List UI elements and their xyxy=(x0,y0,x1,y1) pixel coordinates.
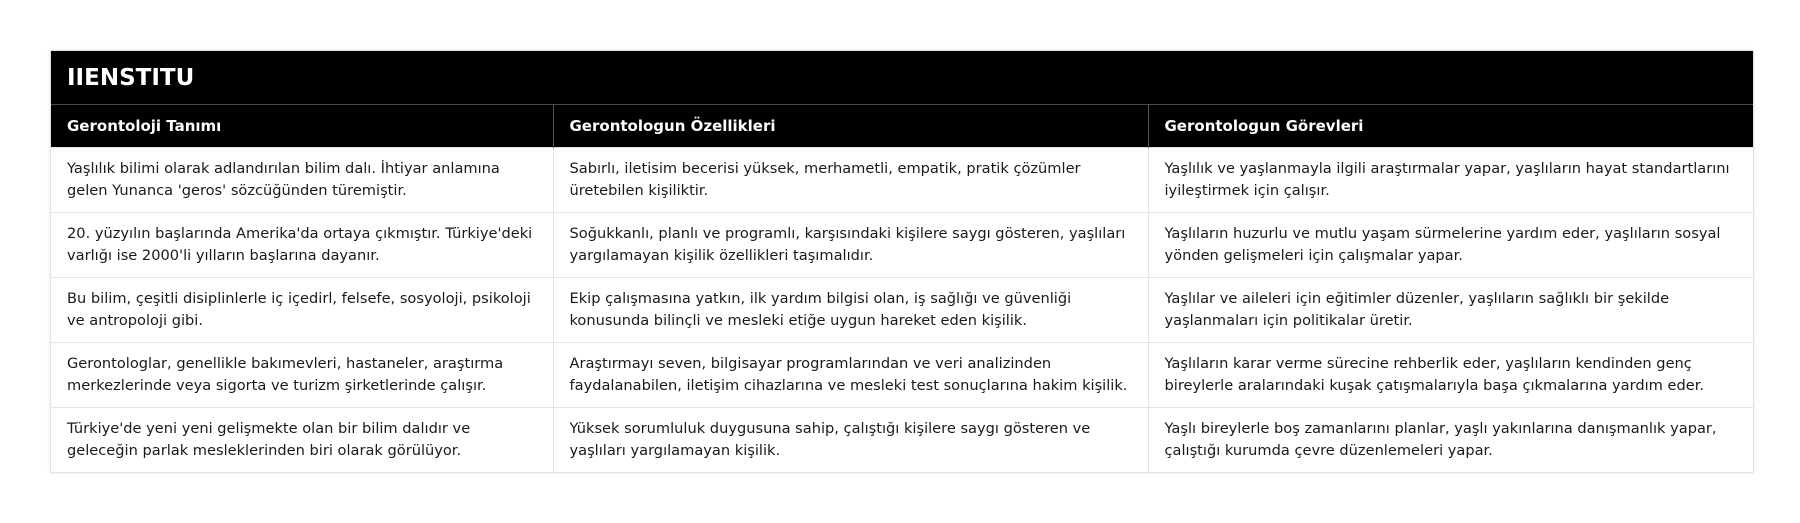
table-cell: Türkiye'de yeni yeni gelişmekte olan bir bilim dalıdır ve geleceğin parlak mesleklerinden biri olarak görülüyor. xyxy=(51,407,553,472)
table-cell: Gerontologlar, genellikle bakımevleri, hastaneler, araştırma merkezlerinde veya sigorta ve turizm şirketlerinde çalışır. xyxy=(51,342,553,407)
table-row xyxy=(51,407,1753,472)
table-cell: Yaşlılık bilimi olarak adlandırılan bilim dalı. İhtiyar anlamına gelen Yunanca 'geros' sözcüğünden türemiştir. xyxy=(51,147,553,212)
column-header: Gerontologun Görevleri xyxy=(1148,105,1753,147)
table-cell: Yüksek sorumluluk duygusuna sahip, çalıştığı kişilere saygı gösteren ve yaşlıları yargılamayan kişilik. xyxy=(553,407,1148,472)
info-table-card xyxy=(50,50,1754,473)
table-cell: Yaşlıların huzurlu ve mutlu yaşam sürmelerine yardım eder, yaşlıların sosyal yönden gelişmeleri için çalışmalar yapar. xyxy=(1148,212,1753,277)
table-cell: Bu bilim, çeşitli disiplinlerle iç içedirl, felsefe, sosyoloji, psikoloji ve antropoloji gibi. xyxy=(51,277,553,342)
column-header: Gerontologun Özellikleri xyxy=(553,105,1148,147)
column-header: Gerontoloji Tanımı xyxy=(51,105,553,147)
table-cell: 20. yüzyılın başlarında Amerika'da ortaya çıkmıştır. Türkiye'deki varlığı ise 2000'li yılların başlarına dayanır. xyxy=(51,212,553,277)
table-row xyxy=(51,277,1753,342)
table-cell: Yaşlıların karar verme sürecine rehberlik eder, yaşlıların kendinden genç bireylerle aralarındaki kuşak çatışmalarıyla başa çıkmalarına yardım eder. xyxy=(1148,342,1753,407)
table-cell: Yaşlılar ve aileleri için eğitimler düzenler, yaşlıların sağlıklı bir şekilde yaşlanmaları için politikalar üretir. xyxy=(1148,277,1753,342)
table-header-row xyxy=(51,105,1753,147)
table-row xyxy=(51,212,1753,277)
table-row xyxy=(51,342,1753,407)
table-cell: Soğukkanlı, planlı ve programlı, karşısındaki kişilere saygı gösteren, yaşlıları yargılamayan kişilik özellikleri taşımalıdır. xyxy=(553,212,1148,277)
gerontology-table xyxy=(51,105,1753,472)
brand-title: IIENSTITU xyxy=(51,51,1753,105)
table-row xyxy=(51,147,1753,212)
table-cell: Sabırlı, iletisim becerisi yüksek, merhametli, empatik, pratik çözümler üretebilen kişiliktir. xyxy=(553,147,1148,212)
table-cell: Yaşlılık ve yaşlanmayla ilgili araştırmalar yapar, yaşlıların hayat standartlarını iyileştirmek için çalışır. xyxy=(1148,147,1753,212)
table-cell: Yaşlı bireylerle boş zamanlarını planlar, yaşlı yakınlarına danışmanlık yapar, çalıştığı kurumda çevre düzenlemeleri yapar. xyxy=(1148,407,1753,472)
table-cell: Araştırmayı seven, bilgisayar programlarından ve veri analizinden faydalanabilen, iletişim cihazlarına ve mesleki test sonuçlarına hakim kişilik. xyxy=(553,342,1148,407)
table-cell: Ekip çalışmasına yatkın, ilk yardım bilgisi olan, iş sağlığı ve güvenliği konusunda bilinçli ve mesleki etiğe uygun hareket eden kişilik. xyxy=(553,277,1148,342)
